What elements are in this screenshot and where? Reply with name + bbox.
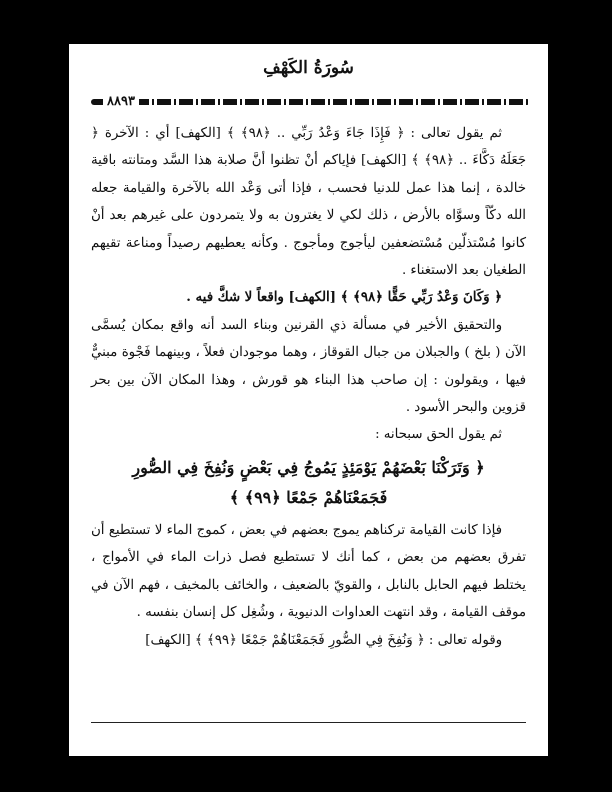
footnote-rule — [91, 722, 526, 723]
paragraph-6: وقوله تعالى : ﴿ وَنُفِخَ فِي الصُّورِ فَجَمَعْنَاهُمْ جَمْعًا ﴿٩٩﴾ ﴾ [الكهف] — [145, 632, 502, 648]
paragraph-5: فإذا كانت القيامة تركناهم يموج بعضهم في بعض ، كموج الماء لا تستطيع أن تفرق بعضهم من بعض ، كما أنك لا تستطيع فصل ذرات الماء في الأمواج ، يختلط فيهم الحابل بالنابل ، والقويّ بالضعيف ، والخائف بالمخيف ، فهم الآن في موقف القيامة ، وقد انتهت العداوات الدنيوية ، وشُغِل كل إنسان بنفسه . — [91, 522, 526, 621]
page-number: ٨٨٩٣ — [103, 94, 139, 110]
ornament-band — [91, 99, 530, 105]
book-page — [69, 44, 548, 756]
header-ornament-rule — [91, 94, 530, 110]
body-text — [91, 120, 526, 654]
verse-line-1: ﴿ وَتَرَكْنَا بَعْضَهُمْ يَوْمَئِذٍ يَمُوجُ فِي بَعْضٍ وَنُفِخَ فِي الصُّورِ — [132, 457, 485, 477]
paragraph-2: ﴿ وَكَانَ وَعْدُ رَبِّي حَقًّا ﴿٩٨﴾ ﴾ [الكهف] واقعاً لا شكَّ فيه . — [186, 290, 502, 306]
quran-verse — [91, 453, 526, 513]
verse-line-2: فَجَمَعْنَاهُمْ جَمْعًا ﴿٩٩﴾ ﴾ — [229, 487, 388, 507]
surah-title: سُورَةُ الكَهْفِ — [263, 58, 354, 78]
paragraph-3: والتحقيق الأخير في مسألة ذي القرنين وبناء السد أنه واقع بمكان يُسمَّى الآن ( بلخ ) والجبلان من جبال القوقاز ، وهما موجودان فعلاً ، وبينهما فَجْوة مبنيٌّ فيها ، ويقولون : إن صاحب هذا البناء هو قورش ، وهذا المكان الآن بين بحر قزوين والبحر الأسود . — [91, 317, 526, 416]
paragraph-1: ثم يقول تعالى : ﴿ فَإِذَا جَاءَ وَعْدُ رَبِّي .. ﴿٩٨﴾ ﴾ [الكهف] أي : الآخرة ﴿ جَعَلَهُ دَكَّاءَ .. ﴿٩٨﴾ ﴾ [الكهف] فإياكم أنْ تظنوا أنَّ صلابة هذا السَّد ومتانته باقية خالدة ، إنما هذا عمل للدنيا فحسب ، فإذا أتى وَعْد الله بالآخرة والقيامة جعله الله دكّاً وسوَّاه بالأرض ، ذلك لكي لا يغترون به ولا يتمردون على غيرهم بعد أنْ كانوا مُسْتذلّين مُسْتضعفين ليأجوج ومأجوج . وكأنه يعطيهم رصيداً ومناعة تقيهم الطغيان بعد الاستغناء . — [91, 126, 526, 279]
paragraph-4: ثم يقول الحق سبحانه : — [375, 427, 502, 443]
